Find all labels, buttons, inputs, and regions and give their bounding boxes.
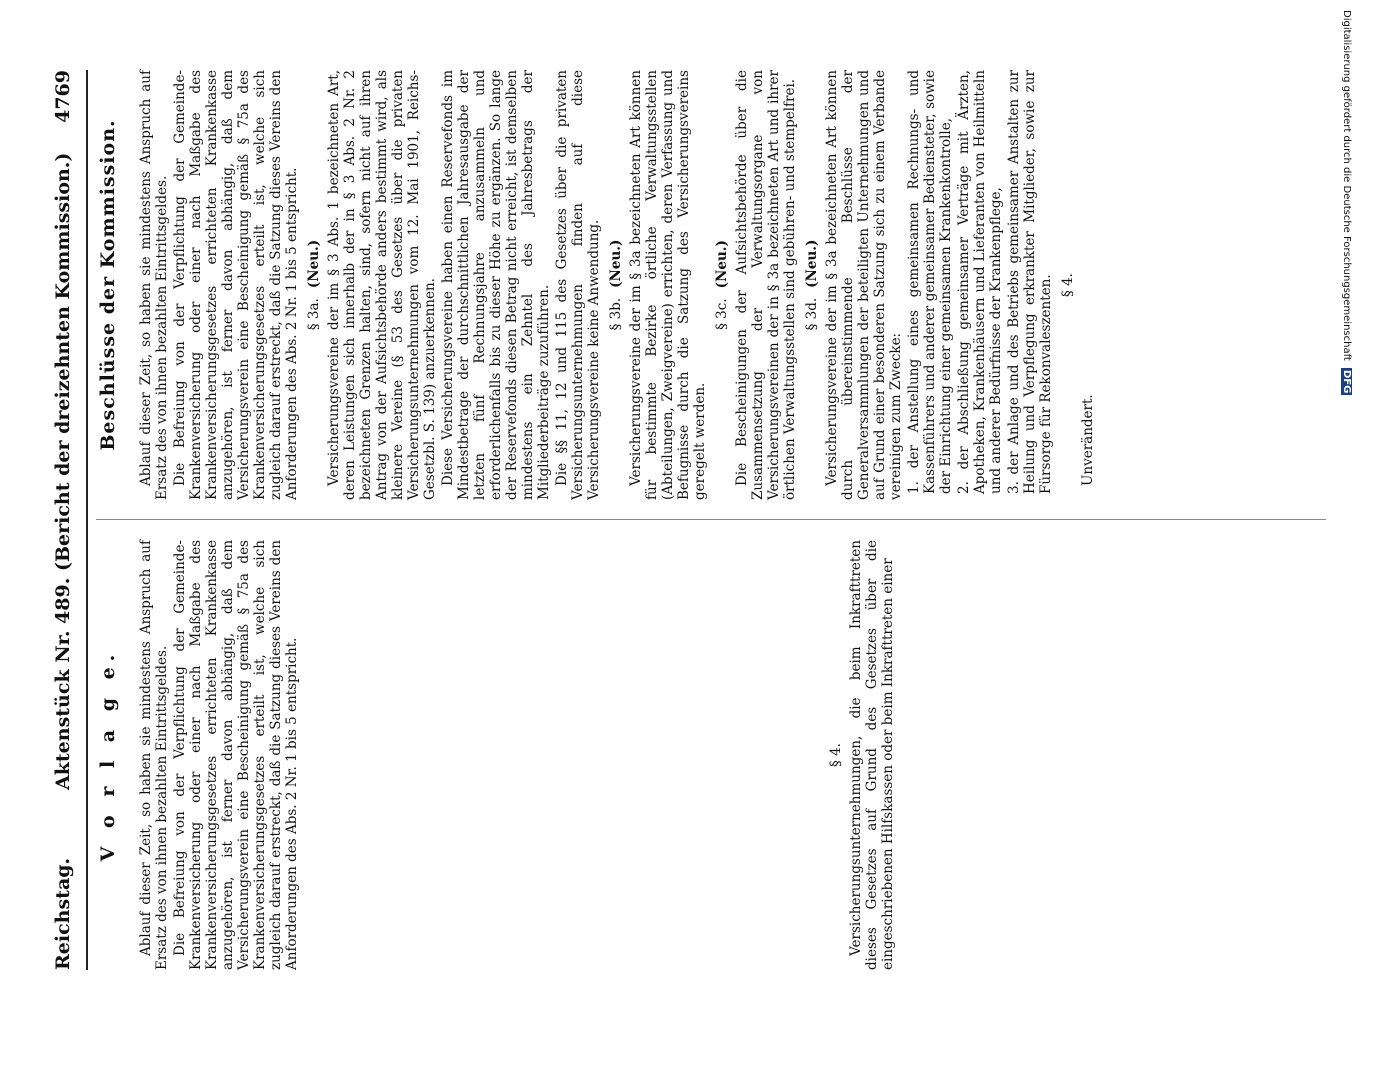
header-rule xyxy=(86,70,88,970)
digitization-note xyxy=(1340,10,1360,970)
section-3b-neu: (Neu.) xyxy=(608,239,624,288)
left-heading: V o r l a g e. xyxy=(97,648,119,862)
section-3d-neu: (Neu.) xyxy=(804,239,820,288)
section-3d-list xyxy=(906,70,1054,494)
left-paragraph-3: Versicherungsunternehmungen, die beim Inkrafttreten dieses Gesetzes auf Grund des Gesetzes über die eingeschriebenen Hilfskassen oder beim Inkrafttreten einer xyxy=(848,540,896,970)
rotated-page-sheet xyxy=(50,70,1350,970)
right-paragraph-1: Ablauf dieser Zeit, so haben sie mindestens Anspruch auf Ersatz des von ihnen bezahlten Eintrittsgeldes. xyxy=(138,70,170,500)
section-3d-title xyxy=(804,70,820,500)
header-left: Reichstag. xyxy=(52,857,74,970)
section-3a-paragraph-2: Diese Versicherungsvereine haben einen Reservefonds im Mindestbetrage der durchschnittlichen Jahresausgabe der letzten fünf Rechnungsjahre anzusammeln und erforderlichenfalls bis zu dieser Höhe zu ergänzen. So lange der Reservefonds diesen Betrag nicht erreicht, ist demselben mindestens ein Zehntel des Jahresbetrags der Mitgliederbeiträge zuzuführen. xyxy=(440,70,552,500)
section-3d-label: § 3d. xyxy=(804,297,820,331)
page-number: 4769 xyxy=(52,70,74,123)
section-3a-neu: (Neu.) xyxy=(306,239,322,289)
section-4-text: Unverändert. xyxy=(1080,394,1096,486)
section-3b-paragraph-1: Versicherungsvereine der im § 3a bezeichneten Art können für bestimmte Bezirke örtliche Verwaltungsstellen (Abteilungen, Zweigvereine) errichten, deren Verfassung und Befugnisse durch die Satzung des Versicherungsvereins geregelt werden. xyxy=(628,70,708,500)
section-3a-title xyxy=(306,70,322,500)
left-column xyxy=(90,540,898,970)
section-3b-label: § 3b. xyxy=(608,297,624,331)
section-3d-paragraph-1: Versicherungsvereine der im § 3a bezeichneten Art können durch übereinstimmende Beschlüsse der Generalversammlungen der beteiligten Unternehmungen und auf Grund einer besonderen Satzung sich zu einem Verbande vereinigen zum Zwecke: xyxy=(824,70,904,500)
section-3b-title xyxy=(608,70,624,500)
left-paragraph-2: Die Befreiung von der Verpflichtung der Gemeinde-Krankenversicherung oder einer nach Maßgabe des Krankenversicherungsgesetzes errichteten Krankenkasse anzugehören, ist ferner davon abhängig, daß dem Versicherungsverein eine Bescheinigung gemäß § 75a des Krankenversicherungsgesetzes erteilt ist, welche sich zugleich darauf erstreckt, daß die Satzung dieses Vereins den Anforderungen des Abs. 2 Nr. 1 bis 5 entspricht. xyxy=(172,540,300,970)
section-3d-item-1: 1. der Anstellung eines gemeinsamen Rechnungs- und Kassenführers und anderer gemeinsamer Bediensteter, sowie der Einrichtung einer gemeinsamen Krankenkontrolle, xyxy=(906,70,954,494)
section-3a-label: § 3a. xyxy=(306,298,322,331)
section-3c-title xyxy=(714,70,730,500)
header-title: Aktenstück Nr. 489. (Bericht der dreizehnten Kommission.) xyxy=(52,152,74,790)
left-spacer xyxy=(302,540,822,970)
dfg-logo: DFG xyxy=(1341,370,1352,394)
left-paragraph-1: Ablauf dieser Zeit, so haben sie mindestens Anspruch auf Ersatz des von ihnen bezahlten Eintrittsgeldes. xyxy=(138,540,170,970)
section-3c-label: § 3c. xyxy=(714,298,730,330)
right-paragraph-2: Die Befreiung von der Verpflichtung der Gemeinde-Krankenversicherung oder einer nach Maßgabe des Krankenversicherungsgesetzes errichteten Krankenkasse anzugehören, ist ferner davon abhängig, daß dem Versicherungsverein eine Bescheinigung gemäß § 75a des Krankenversicherungsgesetzes erteilt ist, welche sich zugleich darauf erstreckt, daß die Satzung dieses Vereins den Anforderungen des Abs. 2 Nr. 1 bis 5 entspricht. xyxy=(172,70,300,500)
section-3d-item-3: 3. der Anlage und des Betriebs gemeinsamer Anstalten zur Heilung und Verpflegung erkrankter Mitglieder, sowie zur Fürsorge für Rekonvaleszenten. xyxy=(1006,70,1054,494)
section-3d-item-2: 2. der Abschließung gemeinsamer Verträge mit Ärzten, Apotheken, Krankenhäusern und Lieferanten von Heilmitteln und anderer Bedürfnisse der Krankenpflege, xyxy=(956,70,1004,494)
column-divider xyxy=(96,519,1326,520)
section-3c-paragraph-1: Die Bescheinigungen der Aufsichtsbehörde über die Zusammensetzung der Verwaltungsorgane von Versicherungsvereinen der in § 3a bezeichneten Art und ihrer örtlichen Verwaltungsstellen sind gebühren- und stempelfrei. xyxy=(734,70,798,500)
section-4-title: § 4. xyxy=(1060,273,1076,297)
digitization-note-text: Digitalisierung gefördert durch die Deutsche Forschungsgemeinschaft xyxy=(1341,10,1352,361)
document-page xyxy=(50,70,1350,1070)
right-heading: Beschlüsse der Kommission. xyxy=(97,119,119,451)
section-3c-neu: (Neu.) xyxy=(714,240,730,289)
page-header xyxy=(50,70,86,970)
section-3a-paragraph-3: Die §§ 11, 12 und 115 des Gesetzes über die privaten Versicherungsunternehmungen finden auf diese Versicherungsvereine keine Anwendung. xyxy=(554,70,602,500)
section-3a-paragraph-1: Versicherungsvereine der im § 3 Abs. 1 bezeichneten Art, deren Leistungen sich innerhalb der in § 3 Abs. 2 Nr. 2 bezeichneten Grenzen halten, sind, sofern nicht auf ihren Antrag von der Aufsichtsbehörde anders bestimmt wird, als kleinere Vereine (§ 53 des Gesetzes über die privaten Versicherungsunternehmungen vom 12. Mai 1901, Reichs-Gesetzbl. S. 139) anzuerkennen. xyxy=(326,70,438,500)
digitization-note-text-wrap xyxy=(1341,10,1352,970)
left-section-4: § 4. xyxy=(828,743,844,767)
right-column xyxy=(90,70,1098,500)
